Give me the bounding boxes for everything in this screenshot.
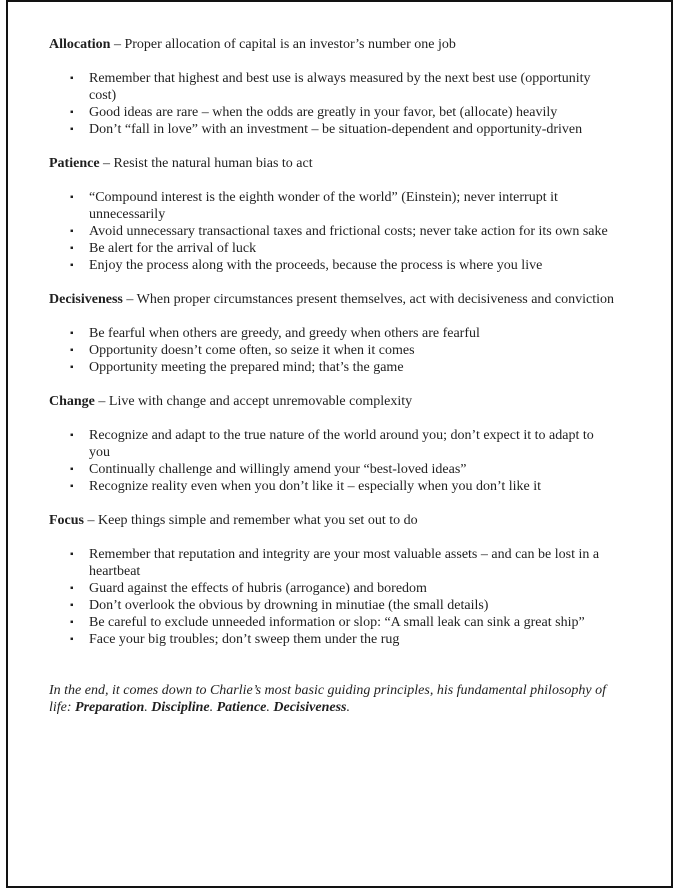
bullet-text: Remember that highest and best use is always measured by the next best use (opportunity cost) xyxy=(89,71,591,103)
bullet-text: Don’t “fall in love” with an investment – be situation-dependent and opportunity-driven xyxy=(89,122,583,137)
closing-principle: Patience xyxy=(216,700,267,715)
bullet-item xyxy=(49,257,616,274)
bullet-item xyxy=(49,546,616,580)
section-heading xyxy=(49,155,616,172)
bullet-icon: ▪ xyxy=(70,362,74,373)
bullet-icon: ▪ xyxy=(70,464,74,475)
bullet-icon: ▪ xyxy=(70,243,74,254)
section-lead: – Resist the natural human bias to act xyxy=(103,156,313,171)
bullet-text: Avoid unnecessary transactional taxes and frictional costs; never take action for its own sake xyxy=(89,224,608,239)
section-title: Allocation xyxy=(49,37,111,52)
bullet-icon: ▪ xyxy=(70,124,74,135)
bullet-icon: ▪ xyxy=(70,583,74,594)
sections xyxy=(49,36,616,648)
section-title: Decisiveness xyxy=(49,292,123,307)
bullet-list xyxy=(49,70,616,138)
closing-principle: Discipline xyxy=(151,700,210,715)
bullet-icon: ▪ xyxy=(70,226,74,237)
bullet-icon: ▪ xyxy=(70,600,74,611)
closing-paragraph xyxy=(49,682,616,716)
bullet-icon: ▪ xyxy=(70,107,74,118)
bullet-icon: ▪ xyxy=(70,430,74,441)
bullet-item xyxy=(49,461,616,478)
section xyxy=(49,36,616,138)
bullet-item xyxy=(49,342,616,359)
bullet-icon: ▪ xyxy=(70,328,74,339)
bullet-text: Be fearful when others are greedy, and greedy when others are fearful xyxy=(89,326,480,341)
bullet-list xyxy=(49,325,616,376)
bullet-text: Recognize and adapt to the true nature of the world around you; don’t expect it to adapt to you xyxy=(89,428,594,460)
section-heading xyxy=(49,393,616,410)
document-content xyxy=(49,36,616,730)
bullet-item xyxy=(49,359,616,376)
section-title: Focus xyxy=(49,513,84,528)
bullet-item xyxy=(49,427,616,461)
bullet-item xyxy=(49,580,616,597)
bullet-text: Face your big troubles; don’t sweep them under the rug xyxy=(89,632,400,647)
bullet-text: Opportunity meeting the prepared mind; that’s the game xyxy=(89,360,404,375)
bullet-item xyxy=(49,631,616,648)
bullet-item xyxy=(49,597,616,614)
bullet-item xyxy=(49,104,616,121)
section xyxy=(49,512,616,648)
section-title: Change xyxy=(49,394,95,409)
closing-principle: Preparation xyxy=(75,700,145,715)
bullet-item xyxy=(49,240,616,257)
bullet-icon: ▪ xyxy=(70,549,74,560)
closing-text: . xyxy=(346,700,350,715)
bullet-text: Continually challenge and willingly amend your “best-loved ideas” xyxy=(89,462,467,477)
bullet-item xyxy=(49,189,616,223)
bullet-icon: ▪ xyxy=(70,634,74,645)
section-heading xyxy=(49,512,616,529)
bullet-text: Opportunity doesn’t come often, so seize it when it comes xyxy=(89,343,415,358)
section-heading xyxy=(49,291,616,308)
closing-text: . xyxy=(266,700,274,715)
bullet-text: “Compound interest is the eighth wonder of the world” (Einstein); never interrupt it unnecessarily xyxy=(89,190,558,222)
bullet-text: Remember that reputation and integrity are your most valuable assets – and can be lost in a heartbeat xyxy=(89,547,600,579)
closing-principle: Decisiveness xyxy=(273,700,347,715)
bullet-text: Be careful to exclude unneeded information or slop: “A small leak can sink a great ship” xyxy=(89,615,585,630)
bullet-icon: ▪ xyxy=(70,192,74,203)
bullet-icon: ▪ xyxy=(70,260,74,271)
closing-text: . xyxy=(144,700,152,715)
bullet-text: Be alert for the arrival of luck xyxy=(89,241,257,256)
section xyxy=(49,393,616,495)
closing-text: . xyxy=(209,700,217,715)
section-lead: – When proper circumstances present themselves, act with decisiveness and conviction xyxy=(126,292,615,307)
bullet-item xyxy=(49,614,616,631)
section-lead: – Keep things simple and remember what you set out to do xyxy=(87,513,418,528)
bullet-list xyxy=(49,427,616,495)
bullet-text: Enjoy the process along with the proceeds, because the process is where you live xyxy=(89,258,543,273)
bullet-text: Don’t overlook the obvious by drowning in minutiae (the small details) xyxy=(89,598,489,613)
closing-text: In the end, it comes down to Charlie’s most basic guiding principles, his fundamental philosophy of life: xyxy=(49,683,606,715)
bullet-text: Good ideas are rare – when the odds are greatly in your favor, bet (allocate) heavily xyxy=(89,105,558,120)
bullet-icon: ▪ xyxy=(70,481,74,492)
bullet-list xyxy=(49,189,616,274)
bullet-text: Recognize reality even when you don’t like it – especially when you don’t like it xyxy=(89,479,542,494)
bullet-item xyxy=(49,325,616,342)
section-lead: – Live with change and accept unremovable complexity xyxy=(98,394,413,409)
bullet-icon: ▪ xyxy=(70,73,74,84)
bullet-icon: ▪ xyxy=(70,345,74,356)
section xyxy=(49,155,616,274)
bullet-text: Guard against the effects of hubris (arrogance) and boredom xyxy=(89,581,427,596)
section xyxy=(49,291,616,376)
bullet-list xyxy=(49,546,616,648)
bullet-icon: ▪ xyxy=(70,617,74,628)
bullet-item xyxy=(49,70,616,104)
section-title: Patience xyxy=(49,156,100,171)
section-lead: – Proper allocation of capital is an investor’s number one job xyxy=(113,37,456,52)
bullet-item xyxy=(49,223,616,240)
bullet-item xyxy=(49,478,616,495)
section-heading xyxy=(49,36,616,53)
bullet-item xyxy=(49,121,616,138)
